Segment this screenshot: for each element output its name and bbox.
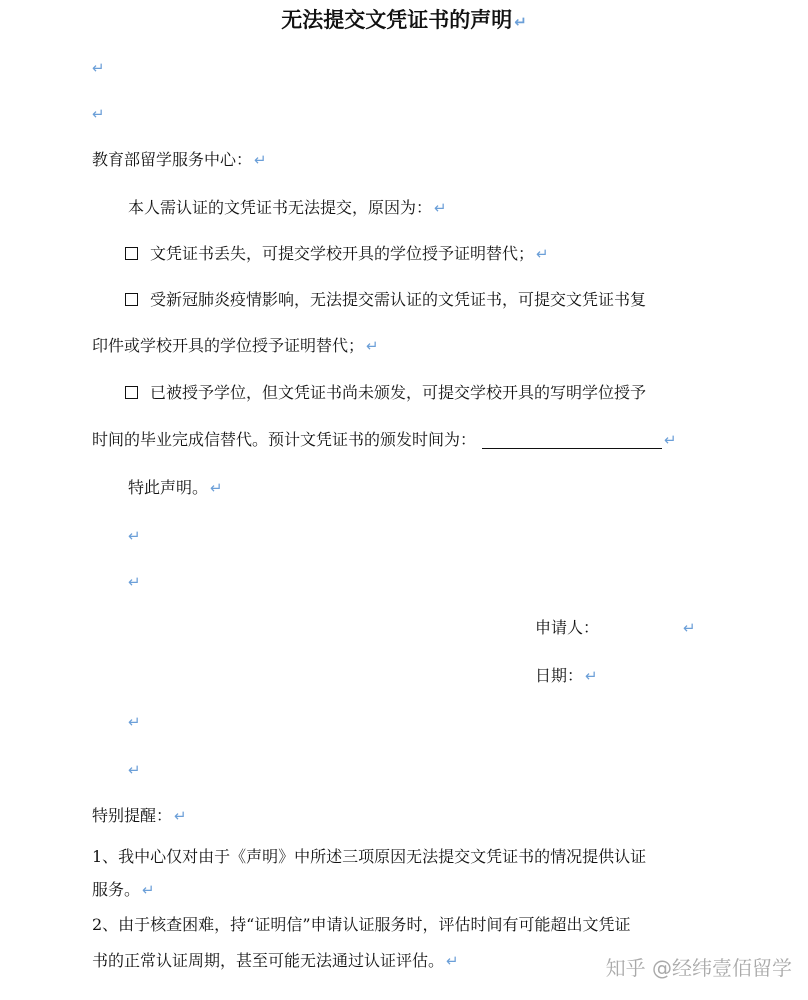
note-2 bbox=[92, 915, 631, 935]
paragraph-mark-icon: ↵ bbox=[210, 479, 223, 497]
intro-text: 本人需认证的文凭证书无法提交，原因为： bbox=[128, 198, 433, 217]
empty-paragraph bbox=[126, 712, 141, 732]
empty-paragraph bbox=[126, 526, 141, 546]
notice-heading-text: 特别提醒： bbox=[92, 806, 173, 825]
empty-paragraph bbox=[90, 104, 105, 124]
paragraph-mark-icon: ↵ bbox=[142, 881, 155, 899]
checkbox-icon[interactable] bbox=[125, 386, 138, 399]
note-1-continued bbox=[92, 880, 155, 900]
addressee bbox=[92, 150, 267, 170]
empty-paragraph bbox=[126, 572, 141, 592]
paragraph-mark-icon: ↵ bbox=[366, 337, 379, 355]
checkbox-icon[interactable] bbox=[125, 293, 138, 306]
note-1 bbox=[92, 847, 646, 867]
option-2 bbox=[125, 290, 646, 310]
option-1-text: 文凭证书丢失，可提交学校开具的学位授予证明替代； bbox=[150, 244, 535, 263]
title-text: 无法提交文凭证书的声明 bbox=[281, 8, 513, 32]
notice-heading bbox=[92, 806, 187, 826]
statement-text: 特此声明。 bbox=[128, 478, 209, 497]
paragraph-mark-icon: ↵ bbox=[585, 667, 598, 685]
paragraph-mark-icon: ↵ bbox=[514, 13, 527, 31]
paragraph-mark-icon: ↵ bbox=[536, 245, 549, 263]
option-3-text-line2: 时间的毕业完成信替代。预计文凭证书的颁发时间为： bbox=[92, 430, 477, 449]
paragraph-mark-icon: ↵ bbox=[664, 431, 677, 449]
checkbox-icon[interactable] bbox=[125, 247, 138, 260]
paragraph-mark-icon: ↵ bbox=[92, 59, 105, 77]
option-3-continued bbox=[92, 430, 677, 450]
option-3-text-line1: 已被授予学位，但文凭证书尚未颁发，可提交学校开具的写明学位授予 bbox=[150, 383, 647, 402]
paragraph-mark-icon: ↵ bbox=[683, 619, 696, 637]
date-label: 日期： bbox=[535, 666, 584, 685]
date-line bbox=[535, 666, 598, 686]
paragraph-mark-icon: ↵ bbox=[128, 713, 141, 731]
paragraph-mark-icon: ↵ bbox=[446, 952, 459, 970]
paragraph-mark-icon: ↵ bbox=[254, 151, 267, 169]
addressee-text: 教育部留学服务中心： bbox=[92, 150, 253, 169]
note-2-text-line1: 2、由于核查困难，持“证明信”申请认证服务时，评估时间有可能超出文凭证 bbox=[92, 915, 631, 934]
empty-paragraph bbox=[90, 58, 105, 78]
paragraph-mark-icon: ↵ bbox=[128, 573, 141, 591]
option-2-text-line1: 受新冠肺炎疫情影响，无法提交需认证的文凭证书，可提交文凭证书复 bbox=[150, 290, 647, 309]
paragraph-mark-icon: ↵ bbox=[128, 527, 141, 545]
empty-paragraph bbox=[126, 760, 141, 780]
paragraph-mark-icon: ↵ bbox=[92, 105, 105, 123]
document-title bbox=[0, 6, 808, 36]
intro-paragraph bbox=[128, 198, 447, 218]
applicant-label: 申请人： bbox=[535, 618, 600, 637]
option-2-continued bbox=[92, 336, 379, 356]
note-1-text-line2: 服务。 bbox=[92, 880, 141, 899]
date-fill-blank[interactable] bbox=[482, 432, 662, 449]
paragraph-mark-icon: ↵ bbox=[434, 199, 447, 217]
option-1 bbox=[125, 244, 549, 264]
paragraph-mark-icon: ↵ bbox=[128, 761, 141, 779]
note-2-text-line2: 书的正常认证周期，甚至可能无法通过认证评估。 bbox=[92, 951, 445, 970]
watermark: 知乎 @经纬壹佰留学 bbox=[605, 956, 792, 980]
note-2-continued bbox=[92, 951, 459, 971]
applicant-line bbox=[535, 618, 696, 638]
option-3 bbox=[125, 383, 646, 403]
statement bbox=[128, 478, 223, 498]
note-1-text-line1: 1、我中心仅对由于《声明》中所述三项原因无法提交文凭证书的情况提供认证 bbox=[92, 847, 647, 866]
paragraph-mark-icon: ↵ bbox=[174, 807, 187, 825]
option-2-text-line2: 印件或学校开具的学位授予证明替代； bbox=[92, 336, 365, 355]
